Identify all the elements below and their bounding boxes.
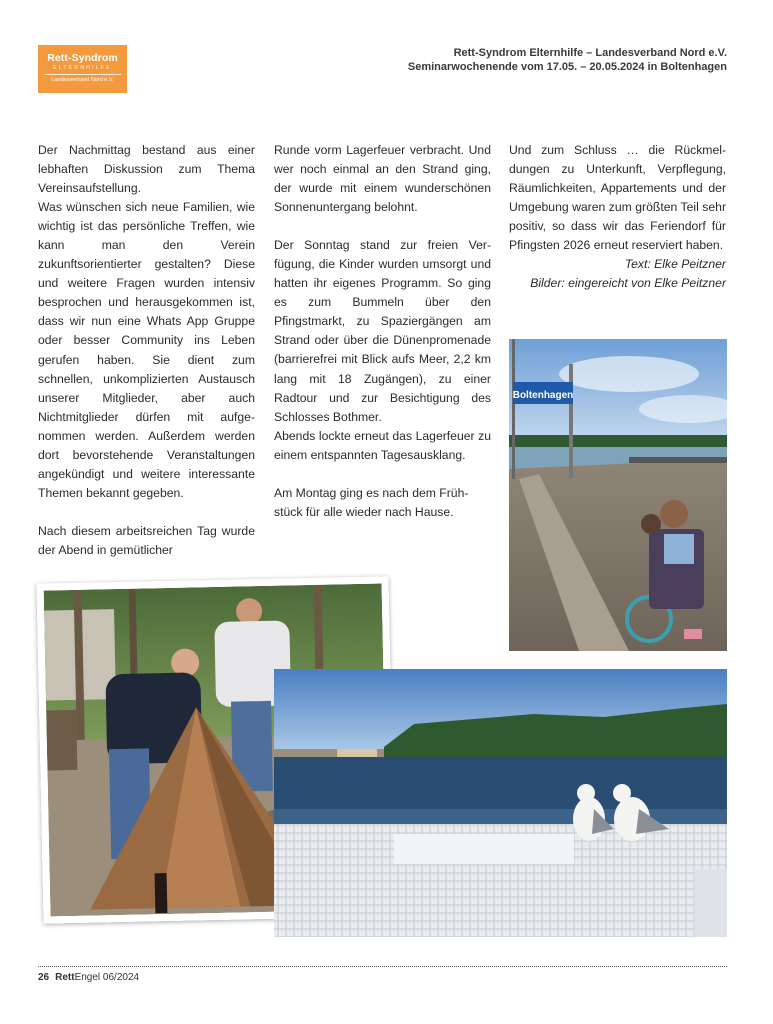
paragraph: Und zum Schluss … die Rückmeldungen zu Unterkunft, Verpflegung, Räumlichkeiten, Appartements und der Umgebung waren zum größten Teil sehr positiv, so dass wir das Feriendorf für Pfingsten 2026 erneut reserviert haben. — [509, 143, 726, 253]
image-credit: Bilder: eingereicht von Elke Peitzner — [530, 276, 726, 291]
paragraph: Der Sonntag stand zur freien Verfügung, die Kinder wurden umsorgt und hatten ihr eigenes Programm. So ging es zum Bummeln über den Pfingstmarkt, zu Spaziergängen am Strand oder über die Dünenpromenade (barrierefrei mit Blick aufs Meer, 2,2 km lang mit 18 Zugängen), zu einer Radtour und zur Besichtigung des Schlosses Bothmer. — [274, 238, 491, 424]
logo-subtitle: ELTERNHILFE — [53, 65, 112, 71]
logo-name: Rett-Syndrom — [47, 52, 118, 64]
paragraph: Der Nachmittag bestand aus einer lebhaften Diskussion zum Thema Vereinsaufstellung. — [38, 143, 255, 196]
paragraph: Abends lockte erneut das Lagerfeuer zu einem entspannten Tagesausklang. — [274, 428, 491, 462]
pier-sign-text: Boltenhagen — [512, 390, 574, 401]
paragraph-gap — [274, 217, 491, 236]
photo-seagulls-beach — [274, 669, 727, 937]
page-number: 26 — [38, 972, 50, 983]
page-footer — [38, 972, 139, 983]
paragraph: Nach diesem arbeitsreichen Tag wurde der Abend in gemütlicher — [38, 523, 255, 557]
footer-divider — [38, 966, 727, 967]
photo-pier-wheelchair — [509, 339, 727, 651]
text-column-2 — [274, 141, 491, 522]
organization-logo — [38, 45, 127, 93]
text-column-3 — [509, 141, 726, 293]
paragraph: Am Montag ging es nach dem Frühstück für alle wieder nach Hause. — [274, 485, 469, 519]
page-header — [408, 46, 727, 74]
magazine-issue: Engel 06/2024 — [74, 972, 140, 983]
text-column-1 — [38, 141, 255, 560]
paragraph-gap — [274, 465, 491, 484]
logo-divider — [45, 74, 121, 75]
logo-region: Landesverband Nord e.V. — [51, 77, 114, 83]
paragraph-gap — [38, 503, 255, 522]
magazine-name: Rett — [55, 972, 75, 983]
paragraph: Was wünschen sich neue Familien, wie wichtig ist das persönliche Treffen, wie kann man den Verein zukunftsorientierter gestalten? Diese und weitere Fragen wurden intensiv besprochen und herausgekommen ist, dass wir nun eine Whats App Gruppe oder besser Community ins Leben gerufen haben. Sie dient zum schnellen, unkomplizierten Austausch unserer Mitglieder, aber auch Nichtmitglieder dürfen mit aufgenommen werden. Außerdem werden dort bevorstehende Veranstaltungen angekündigt und weitere interessante Themen bekannt gegeben. — [38, 200, 255, 500]
header-organization: Rett-Syndrom Elternhilfe – Landesverband Nord e.V. — [453, 47, 727, 59]
text-credit: Text: Elke Peitzner — [624, 257, 726, 272]
paragraph: Runde vorm Lagerfeuer verbracht. Und wer noch einmal an den Strand ging, der wurde mit einem wunderschönen Sonnenuntergang belohnt. — [274, 143, 491, 215]
header-event: Seminarwochenende vom 17.05. – 20.05.2024 in Boltenhagen — [407, 61, 727, 73]
